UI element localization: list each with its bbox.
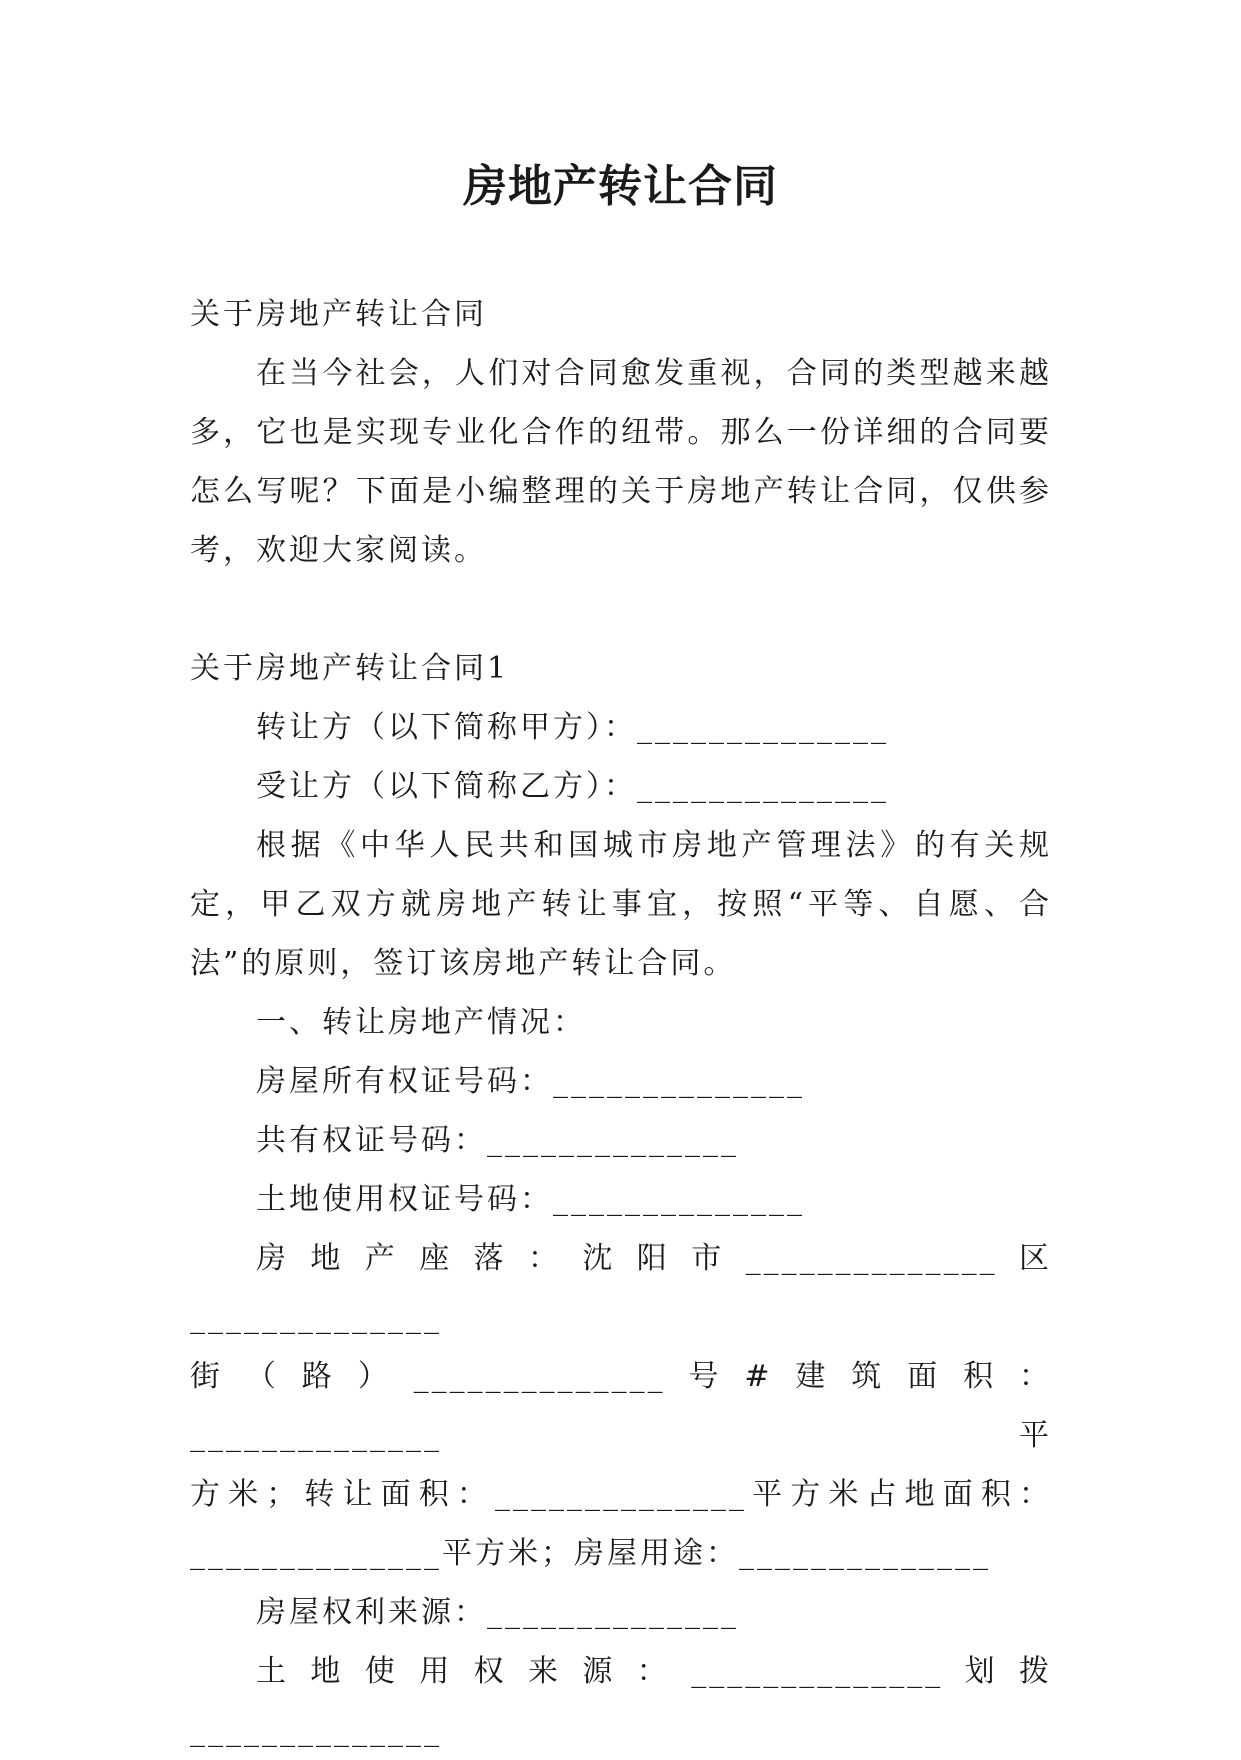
document-body: [190, 285, 1052, 1760]
intro-heading: 关于房地产转让合同: [190, 297, 487, 332]
transferee-line: 受让方（以下简称乙方）：______________: [256, 769, 889, 804]
paragraph-gap: [190, 580, 1052, 639]
house-right-source-line: 房屋权利来源：______________: [256, 1595, 739, 1630]
contract-heading: 关于房地产转让合同1: [190, 651, 510, 686]
location-line-4: ______________平方米；房屋用途：______________: [190, 1536, 991, 1571]
co-ownership-cert-line: 共有权证号码：______________: [256, 1123, 739, 1158]
location-line-2: 街（路）______________号#建筑面积：______________平: [190, 1359, 1052, 1453]
transferor-line: 转让方（以下简称甲方）：______________: [256, 710, 889, 745]
location-line-3: 方米；转让面积：______________平方米占地面积：: [190, 1477, 1052, 1512]
intro-paragraph: 在当今社会，人们对合同愈发重视，合同的类型越来越多，它也是实现专业化合作的纽带。那么一份详细的合同要怎么写呢？下面是小编整理的关于房地产转让合同，仅供参考，欢迎大家阅读。: [190, 356, 1052, 568]
document-title: 房地产转让合同: [463, 161, 778, 212]
section-1-title: 一、转让房地产情况：: [256, 1005, 586, 1040]
land-use-cert-line: 土地使用权证号码：______________: [256, 1182, 805, 1217]
land-right-source-line: 土地使用权来源：______________划拨______________: [190, 1654, 1052, 1748]
ownership-cert-line: 房屋所有权证号码：______________: [256, 1064, 805, 1099]
location-line-1: 房地产座落：沈阳市______________区______________: [190, 1241, 1052, 1335]
preamble-paragraph: 根据《中华人民共和国城市房地产管理法》的有关规定，甲乙双方就房地产转让事宜，按照“平等、自愿、合法”的原则，签订该房地产转让合同。: [190, 828, 1052, 981]
